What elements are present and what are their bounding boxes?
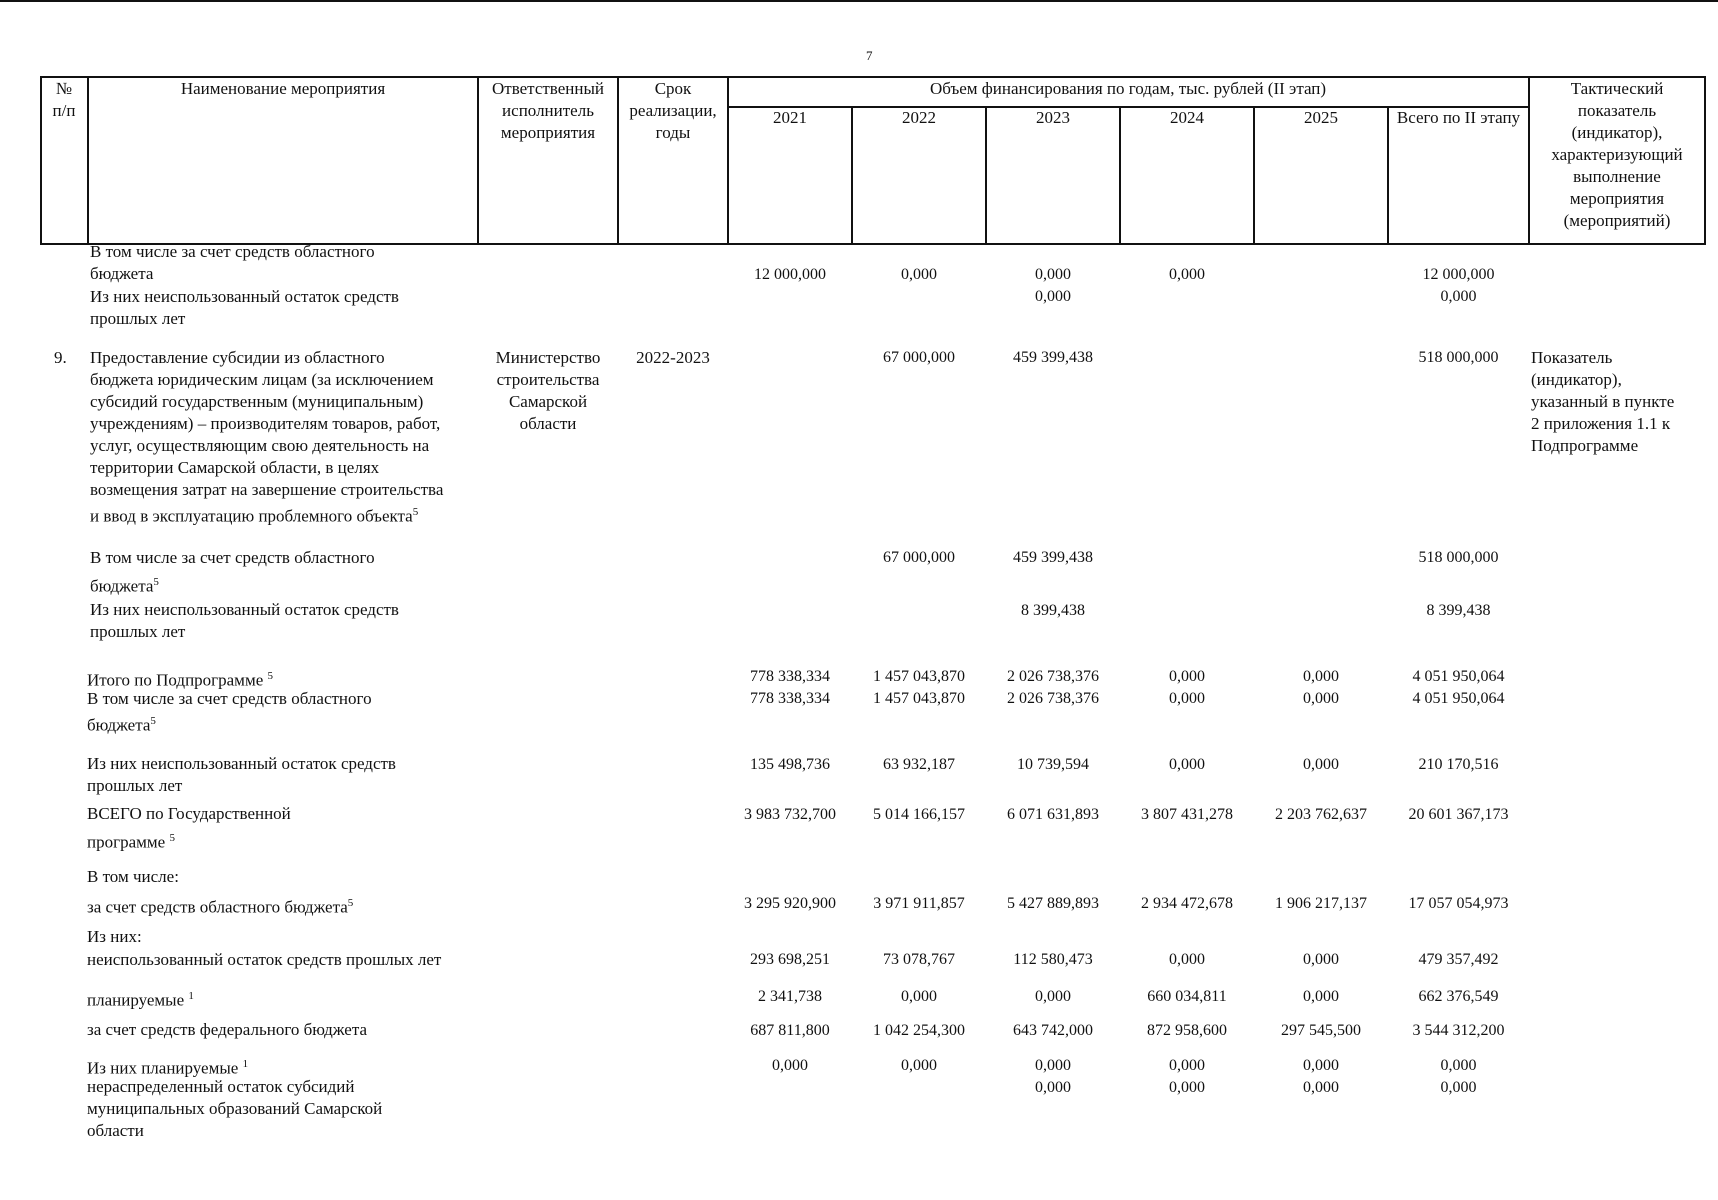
term: 2022-2023 xyxy=(636,348,710,367)
cell-2023: 2 026 738,376 xyxy=(1007,668,1099,685)
cell-total: 4 051 950,064 xyxy=(1412,690,1505,707)
cell-2024: 0,000 xyxy=(1169,668,1205,685)
cell-2024: 660 034,811 xyxy=(1147,988,1227,1005)
cell-total: 479 357,492 xyxy=(1418,951,1499,968)
cell-total: 662 376,549 xyxy=(1418,988,1499,1005)
row-label: за счет средств областного бюджета$^5$ xyxy=(87,897,354,917)
cell-total: 210 170,516 xyxy=(1418,756,1499,773)
cell-2022: 0,000 xyxy=(901,1057,937,1074)
cell-2022: 67 000,000 xyxy=(883,349,955,366)
cell-2024: 2 934 472,678 xyxy=(1141,895,1233,912)
header-responsible: мероприятия xyxy=(500,123,596,142)
header-total: Всего по II этапу xyxy=(1396,108,1521,127)
row-label: территории Самарской области, в целях xyxy=(90,458,380,477)
indicator: Показатель xyxy=(1531,348,1613,367)
row-label: учреждениям) – производителям товаров, работ, xyxy=(90,414,441,433)
cell-2022: 0,000 xyxy=(901,988,937,1005)
cell-2022: 63 932,187 xyxy=(883,756,955,773)
row-label: муниципальных образований Самарской xyxy=(87,1099,383,1118)
header-indicator: показатель xyxy=(1577,101,1657,120)
cell-2022: 3 971 911,857 xyxy=(873,895,965,912)
row-label: бюджета$^5$ xyxy=(90,576,159,596)
row-label: и ввод в эксплуатацию проблемного объекта$^5$ xyxy=(90,506,419,526)
row-label: бюджета юридическим лицам (за исключением xyxy=(90,370,434,389)
row-label: неиспользованный остаток средств прошлых лет xyxy=(87,950,442,969)
responsible: Министерство xyxy=(495,348,601,367)
cell-2024: 3 807 431,278 xyxy=(1141,806,1233,823)
row-label: Из них планируемые $^1$ xyxy=(87,1058,249,1078)
cell-2024: 0,000 xyxy=(1169,951,1205,968)
row-label: Из них: xyxy=(87,927,142,946)
cell-total: 20 601 367,173 xyxy=(1408,806,1509,823)
cell-2022: 1 457 043,870 xyxy=(873,668,965,685)
cell-2021: 778 338,334 xyxy=(750,668,830,685)
cell-2021: 0,000 xyxy=(772,1057,808,1074)
header-financing: Объем финансирования по годам, тыс. рублей (II этап) xyxy=(929,79,1327,98)
header-term: реализации, xyxy=(629,101,717,120)
header-responsible: Ответственный xyxy=(492,79,604,98)
header-indicator: (индикатор), xyxy=(1571,123,1663,142)
cell-total: 518 000,000 xyxy=(1418,549,1499,566)
cell-2025: 1 906 217,137 xyxy=(1275,895,1367,912)
row-label: субсидий государственным (муниципальным) xyxy=(90,392,424,411)
row-label: ВСЕГО по Государственной xyxy=(87,804,291,823)
cell-2023: 0,000 xyxy=(1035,288,1071,305)
cell-2024: 0,000 xyxy=(1169,690,1205,707)
row-label: за счет средств федерального бюджета xyxy=(87,1020,368,1039)
cell-total: 0,000 xyxy=(1440,1057,1477,1074)
row-label: прошлых лет xyxy=(90,622,186,641)
header-responsible: исполнитель xyxy=(502,101,594,120)
indicator: указанный в пункте xyxy=(1531,392,1675,411)
indicator: Подпрограмме xyxy=(1531,436,1639,455)
cell-2021: 3 295 920,900 xyxy=(744,895,836,912)
cell-2025: 0,000 xyxy=(1303,988,1339,1005)
row-label: бюджета$^5$ xyxy=(87,715,156,735)
row-label: В том числе за счет средств областного xyxy=(90,548,375,567)
cell-total: 4 051 950,064 xyxy=(1412,668,1505,685)
cell-total: 12 000,000 xyxy=(1422,266,1495,283)
cell-2025: 0,000 xyxy=(1303,1079,1339,1096)
page-number: 7 xyxy=(866,48,873,63)
cell-total: 17 057 054,973 xyxy=(1408,895,1509,912)
header-indicator: характеризующий xyxy=(1551,145,1683,164)
row-label: В том числе за счет средств областного xyxy=(87,689,372,708)
header-year: 2023 xyxy=(1036,108,1070,127)
row-label: прошлых лет xyxy=(87,776,183,795)
cell-total: 3 544 312,200 xyxy=(1412,1022,1505,1039)
indicator: 2 приложения 1.1 к xyxy=(1531,414,1671,433)
cell-2022: 1 042 254,300 xyxy=(873,1022,965,1039)
header-indicator: (мероприятий) xyxy=(1563,211,1671,230)
cell-2021: 293 698,251 xyxy=(750,951,830,968)
cell-2021: 12 000,000 xyxy=(754,266,826,283)
row-label: услуг, осуществляющим свою деятельность на xyxy=(90,436,430,455)
row-label: области xyxy=(87,1121,144,1140)
cell-2021: 2 341,738 xyxy=(758,988,822,1005)
header-year: 2024 xyxy=(1170,108,1204,127)
header-no-pp: п/п xyxy=(52,101,76,120)
cell-2024: 0,000 xyxy=(1169,266,1205,283)
row-number: 9. xyxy=(54,348,67,367)
cell-2023: 459 399,438 xyxy=(1013,349,1093,366)
cell-2025: 297 545,500 xyxy=(1281,1022,1361,1039)
header-term: годы xyxy=(655,123,691,142)
cell-2023: 0,000 xyxy=(1035,1057,1071,1074)
header-term: Срок xyxy=(654,79,692,98)
header-indicator: выполнение xyxy=(1573,167,1661,186)
cell-2023: 0,000 xyxy=(1035,1079,1071,1096)
row-label: В том числе: xyxy=(87,867,179,886)
header-indicator: мероприятия xyxy=(1569,189,1665,208)
cell-2023: 0,000 xyxy=(1035,266,1071,283)
cell-total: 0,000 xyxy=(1440,288,1477,305)
cell-2022: 67 000,000 xyxy=(883,549,955,566)
cell-2025: 2 203 762,637 xyxy=(1275,806,1367,823)
header-indicator: Тактический xyxy=(1570,79,1664,98)
row-label: программе $^5$ xyxy=(87,832,175,852)
cell-2022: 1 457 043,870 xyxy=(873,690,965,707)
cell-total: 0,000 xyxy=(1440,1079,1477,1096)
header-name: Наименование мероприятия xyxy=(180,79,386,98)
cell-2021: 135 498,736 xyxy=(750,756,830,773)
cell-2023: 112 580,473 xyxy=(1013,951,1093,968)
row-label: прошлых лет xyxy=(90,309,186,328)
cell-2025: 0,000 xyxy=(1303,690,1339,707)
indicator: (индикатор), xyxy=(1531,370,1622,389)
cell-total: 8 399,438 xyxy=(1426,602,1491,619)
cell-2024: 0,000 xyxy=(1169,756,1205,773)
row-label: бюджета xyxy=(90,264,154,283)
cell-2025: 0,000 xyxy=(1303,756,1339,773)
header-year: 2025 xyxy=(1304,108,1338,127)
row-label: планируемые $^1$ xyxy=(87,990,194,1010)
row-label: Итого по Подпрограмме $^5$ xyxy=(87,670,273,690)
cell-2021: 687 811,800 xyxy=(750,1022,830,1039)
cell-2021: 3 983 732,700 xyxy=(744,806,836,823)
cell-2023: 0,000 xyxy=(1035,988,1071,1005)
responsible: области xyxy=(519,414,577,433)
responsible: строительства xyxy=(496,370,600,389)
cell-2023: 5 427 889,893 xyxy=(1007,895,1099,912)
cell-2024: 0,000 xyxy=(1169,1057,1205,1074)
cell-2022: 5 014 166,157 xyxy=(873,806,965,823)
cell-2023: 6 071 631,893 xyxy=(1007,806,1099,823)
row-label: нераспределенный остаток субсидий xyxy=(87,1077,355,1096)
cell-2023: 643 742,000 xyxy=(1013,1022,1093,1039)
header-year: 2021 xyxy=(773,108,807,127)
cell-2024: 872 958,600 xyxy=(1147,1022,1227,1039)
responsible: Самарской xyxy=(508,392,588,411)
cell-2025: 0,000 xyxy=(1303,1057,1339,1074)
header-no: № xyxy=(55,79,73,98)
cell-total: 518 000,000 xyxy=(1418,349,1499,366)
row-label: Из них неиспользованный остаток средств xyxy=(87,754,396,773)
scan-top-border xyxy=(0,0,1718,2)
row-label: возмещения затрат на завершение строительства xyxy=(90,480,444,499)
cell-2023: 2 026 738,376 xyxy=(1007,690,1099,707)
header-year: 2022 xyxy=(902,108,936,127)
cell-2023: 459 399,438 xyxy=(1013,549,1093,566)
row-label: Из них неиспользованный остаток средств xyxy=(90,600,399,619)
cell-2025: 0,000 xyxy=(1303,951,1339,968)
row-label: В том числе за счет средств областного xyxy=(90,242,375,261)
cell-2023: 8 399,438 xyxy=(1021,602,1085,619)
cell-2022: 73 078,767 xyxy=(883,951,955,968)
cell-2025: 0,000 xyxy=(1303,668,1339,685)
cell-2023: 10 739,594 xyxy=(1017,756,1089,773)
cell-2024: 0,000 xyxy=(1169,1079,1205,1096)
cell-2021: 778 338,334 xyxy=(750,690,830,707)
row-label: Из них неиспользованный остаток средств xyxy=(90,287,399,306)
row-label: Предоставление субсидии из областного xyxy=(90,348,385,367)
cell-2022: 0,000 xyxy=(901,266,937,283)
